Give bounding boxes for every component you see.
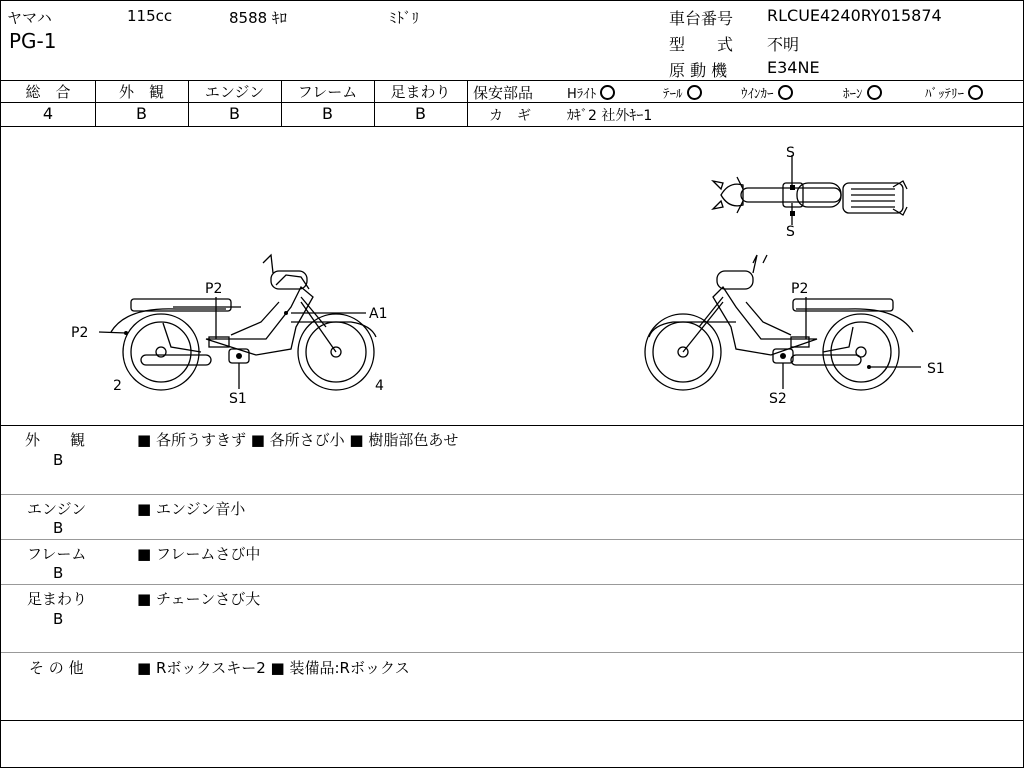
safety-item-horn: ﾎｰﾝ <box>843 83 882 102</box>
diagram-label-2: 2 <box>113 378 122 394</box>
color: ﾐﾄﾞﾘ <box>389 9 420 27</box>
damage-marker-icon <box>284 311 288 315</box>
displacement: 115cc <box>127 7 173 25</box>
mileage: 8588 ｷﾛ <box>229 9 287 27</box>
grade-value-frame: B <box>322 104 333 123</box>
grade-label-frame: フレーム <box>297 83 358 101</box>
ok-circle-icon <box>867 85 882 100</box>
damage-marker-icon <box>124 331 128 335</box>
safety-item-winker: ｳｲﾝｶｰ <box>741 83 793 102</box>
note-grade-engine: B <box>53 519 64 537</box>
key-label: カ ギ <box>489 108 531 124</box>
damage-marker-icon <box>790 211 795 216</box>
diagram-label-a1: A1 <box>369 306 388 322</box>
diagram-label-4: 4 <box>375 378 384 394</box>
frame-no: RLCUE4240RY015874 <box>767 6 942 25</box>
damage-marker-icon <box>790 185 795 190</box>
diagram-label-p2: P2 <box>71 325 89 341</box>
ok-circle-icon <box>600 85 615 100</box>
damage-marker-icon <box>867 365 871 369</box>
maker: ヤマハ <box>7 9 52 27</box>
grade-label-suspension: 足まわり <box>390 83 451 101</box>
note-text-engine: ■ エンジン音小 <box>137 500 246 518</box>
diagram-label-p2: P2 <box>205 281 223 297</box>
diagram-label-s1: S1 <box>229 391 247 407</box>
ok-circle-icon <box>968 85 983 100</box>
note-label-frame: フレーム <box>27 545 87 563</box>
grade-value-suspension: B <box>415 104 426 123</box>
ok-circle-icon <box>687 85 702 100</box>
grade-value-overall: 4 <box>42 104 54 123</box>
safety-item-headlight: Hﾗｲﾄ <box>567 83 615 102</box>
scooter-left-view-icon <box>99 255 376 390</box>
note-text-other: ■ Rボックスキー2 ■ 装備品:Rボックス <box>137 659 410 677</box>
engine-value: E34NE <box>767 58 820 77</box>
diagram-label-s2: S2 <box>769 391 787 407</box>
damage-diagram <box>1 127 1023 425</box>
scooter-right-view-icon <box>645 255 921 390</box>
safety-item-tail: ﾃｰﾙ <box>663 83 702 102</box>
diagram-label-s1: S1 <box>927 361 945 377</box>
note-text-exterior: ■ 各所うすきず ■ 各所さび小 ■ 樹脂部色あせ <box>137 431 459 449</box>
type-value: 不明 <box>767 35 800 54</box>
grade-value-engine: B <box>229 104 240 123</box>
safety-label: 保安部品 <box>473 84 534 102</box>
grade-label-overall: 総 合 <box>25 83 71 101</box>
diagram-label-p2: P2 <box>791 281 809 297</box>
ok-circle-icon <box>778 85 793 100</box>
scooter-top-view-icon <box>713 155 907 225</box>
note-label-suspension: 足まわり <box>27 590 88 608</box>
note-label-other: そ の 他 <box>29 659 84 677</box>
damage-marker-icon <box>236 353 242 359</box>
model-name: PG-1 <box>9 29 57 53</box>
frame-no-label: 車台番号 <box>669 9 734 28</box>
note-label-exterior: 外 観 <box>25 431 86 449</box>
diagram-label-top-s: S <box>786 224 795 240</box>
grade-label-engine: エンジン <box>204 83 265 101</box>
note-grade-frame: B <box>53 564 64 582</box>
note-grade-suspension: B <box>53 610 64 628</box>
note-text-suspension: ■ チェーンさび大 <box>137 590 261 608</box>
key-value: ｶｷﾞ2 社外ｷｰ1 <box>567 108 653 124</box>
safety-item-battery: ﾊﾞｯﾃﾘｰ <box>925 83 983 102</box>
type-label: 型 式 <box>669 35 734 54</box>
note-text-frame: ■ フレームさび中 <box>137 545 261 563</box>
diagram-label-top-s: S <box>786 145 795 161</box>
note-grade-exterior: B <box>53 451 64 469</box>
grade-value-exterior: B <box>136 104 147 123</box>
engine-label: 原 動 機 <box>669 61 728 80</box>
damage-marker-icon <box>780 353 786 359</box>
grade-label-exterior: 外 観 <box>118 83 164 101</box>
note-label-engine: エンジン <box>27 500 87 518</box>
